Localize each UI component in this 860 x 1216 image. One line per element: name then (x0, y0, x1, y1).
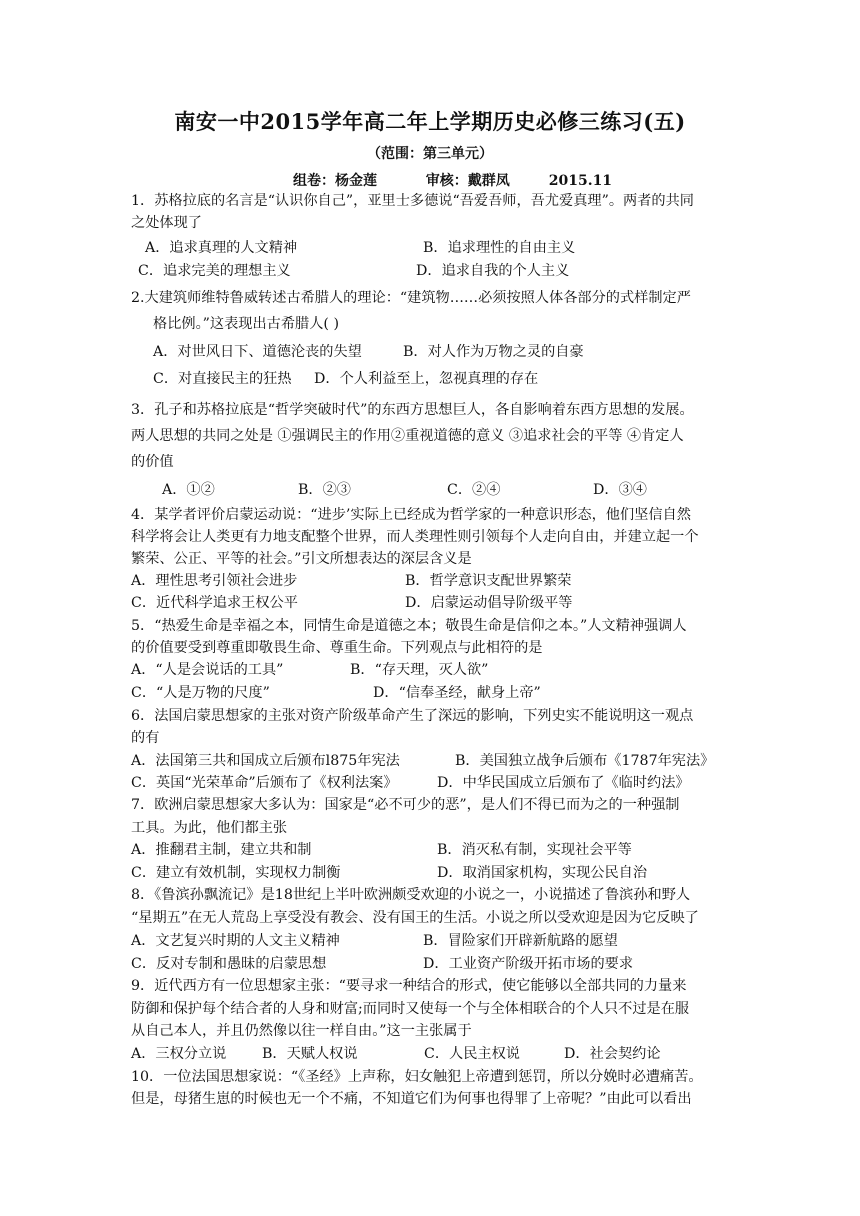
question-3-line-3: 的价值 (131, 454, 174, 470)
question-9-option-a: A．三权分立说 (131, 1046, 227, 1062)
question-3-option-b: B．②③ (298, 482, 351, 498)
question-3-option-d: D．③④ (593, 482, 647, 498)
question-9-line-3: 从自己本人，并且仍然像以往一样自由。”这一主张属于 (131, 1023, 472, 1039)
question-6-line-1: 6．法国启蒙思想家的主张对资产阶级革命产生了深远的影响，下列史实不能说明这一观点 (131, 708, 694, 724)
question-8-option-c: C．反对专制和愚昧的启蒙思想 (131, 956, 327, 972)
page-title: 南安一中2015学年高二年上学期历史必修三练习(五) (174, 109, 686, 134)
question-2-option-a: A．对世风日下、道德沦丧的失望 (153, 344, 362, 360)
question-2-line-1: 2.大建筑师维特鲁威转述古希腊人的理论：“建筑物……必须按照人体各部分的式样制定严 (131, 290, 691, 306)
question-10-line-2: 但是，母猪生崽的时候也无一个不痛，不知道它们为何事也得罪了上帝呢？”由此可以看出 (131, 1091, 692, 1107)
question-4-line-1: 4．某学者评价启蒙运动说：“进步’实际上已经成为哲学家的一种意识形态，他们坚信自然 (131, 507, 691, 523)
question-2-option-b: B．对人作为万物之灵的自豪 (403, 344, 584, 360)
question-8-line-2: “星期五”在无人荒岛上享受没有教会、没有国王的生活。小说之所以受欢迎是因为它反映了 (131, 910, 699, 926)
question-1-option-c: C．追求完美的理想主义 (138, 263, 291, 279)
question-4-option-c: C．近代科学追求王权公平 (131, 595, 298, 611)
question-7-option-a: A．推翻君主制，建立共和制 (131, 842, 312, 858)
question-5-line-2: 的价值要受到尊重即敬畏生命、尊重生命。下列观点与此相符的是 (131, 640, 543, 656)
question-4-option-d: D．启蒙运动倡导阶级平等 (405, 595, 573, 611)
question-2-line-2: 格比例。”这表现出古希腊人( ) (153, 316, 339, 332)
scope-subtitle: （范围：第三单元） (367, 146, 493, 162)
question-1-line-1: 1．苏格拉底的名言是“认识你自己”，亚里士多德说“吾爱吾师，吾尤爱真理”。两者的共同 (131, 193, 694, 209)
question-6-option-c: C．英国“光荣革命”后颁布了《权利法案》 (131, 775, 398, 791)
question-8-option-b: B．冒险家们开辟新航路的愿望 (423, 933, 618, 949)
question-2-option-c: C．对直接民主的狂热 (153, 371, 292, 387)
question-3-line-1: 3．孔子和苏格拉底是“哲学突破时代”的东西方思想巨人，各自影响着东西方思想的发展。 (131, 402, 694, 418)
question-5-line-1: 5．“热爱生命是幸福之本，同情生命是道德之本；敬畏生命是信仰之本。”人文精神强调人 (131, 618, 687, 634)
question-9-line-1: 9．近代西方有一位思想家主张：“要寻求一种结合的形式，使它能够以全部共同的力量来 (131, 978, 687, 994)
question-8-option-d: D．工业资产阶级开拓市场的要求 (423, 956, 634, 972)
question-5-option-b: B．“存天理，灭人欲” (350, 662, 489, 678)
question-1-option-d: D．追求自我的个人主义 (416, 263, 570, 279)
question-3-option-c: C．②④ (447, 482, 501, 498)
question-8-option-a: A．文艺复兴时期的人文主义精神 (131, 933, 340, 949)
question-4-line-2: 科学将会让人类更有力地支配整个世界，而人类理性则引领每个人走向自由，并建立起一个 (131, 529, 699, 545)
question-1-line-2: 之处体现了 (131, 215, 202, 231)
question-1-option-a: A．追求真理的人文精神 (145, 240, 298, 256)
question-5-option-a: A．“人是会说话的工具” (131, 662, 284, 678)
question-4-option-a: A．理性思考引领社会进步 (131, 573, 298, 589)
question-6-option-b: B．美国独立战争后颁布《1787年宪法》 (455, 753, 715, 769)
question-4-line-3: 繁荣、公正、平等的社会。”引文所想表达的深层含义是 (131, 551, 472, 567)
question-5-option-c: C．“人是万物的尺度” (131, 685, 270, 701)
question-6-line-2: 的有 (131, 730, 160, 746)
question-9-option-c: C．人民主权说 (424, 1046, 520, 1062)
question-2-option-d: D．个人利益至上，忽视真理的存在 (314, 371, 539, 387)
question-7-option-b: B．消灭私有制，实现社会平等 (437, 842, 632, 858)
author-meta: 组卷：杨金莲 审核：戴群凤 2015.11 (293, 173, 613, 189)
question-6-option-a: A．法国第三共和国成立后颁布l875年宪法 (131, 753, 400, 769)
question-3-option-a: A．①② (162, 482, 215, 498)
question-8-line-1: 8．《鲁滨孙飘流记》是18世纪上半叶欧洲颇受欢迎的小说之一，小说描述了鲁滨孙和野人 (131, 887, 691, 903)
question-9-option-b: B．天赋人权说 (262, 1046, 358, 1062)
question-9-option-d: D．社会契约论 (564, 1046, 661, 1062)
question-7-line-2: 工具。为此，他们都主张 (131, 820, 288, 836)
question-3-line-2: 两人思想的共同之处是 ①强调民主的作用②重视道德的意义 ③追求社会的平等 ④肯定人 (131, 428, 684, 444)
question-1-option-b: B．追求理性的自由主义 (423, 240, 576, 256)
question-7-option-d: D．取消国家机构，实现公民自治 (437, 865, 648, 881)
question-9-line-2: 防御和保护每个结合者的人身和财富;而同时又使每一个与全体相联合的个人只不过是在服 (131, 1001, 690, 1017)
question-4-option-b: B．哲学意识支配世界繁荣 (405, 573, 572, 589)
question-10-line-1: 10．一位法国思想家说：“《圣经》上声称，妇女触犯上帝遭到惩罚，所以分娩时必遭痛苦。 (131, 1069, 703, 1085)
question-7-line-1: 7．欧洲启蒙思想家大多认为：国家是“必不可少的恶”，是人们不得已而为之的一种强制 (131, 797, 680, 813)
question-7-option-c: C．建立有效机制，实现权力制衡 (131, 865, 341, 881)
question-6-option-d: D．中华民国成立后颁布了《临时约法》 (437, 775, 690, 791)
question-5-option-d: D．“信奉圣经，献身上帝” (373, 685, 541, 701)
